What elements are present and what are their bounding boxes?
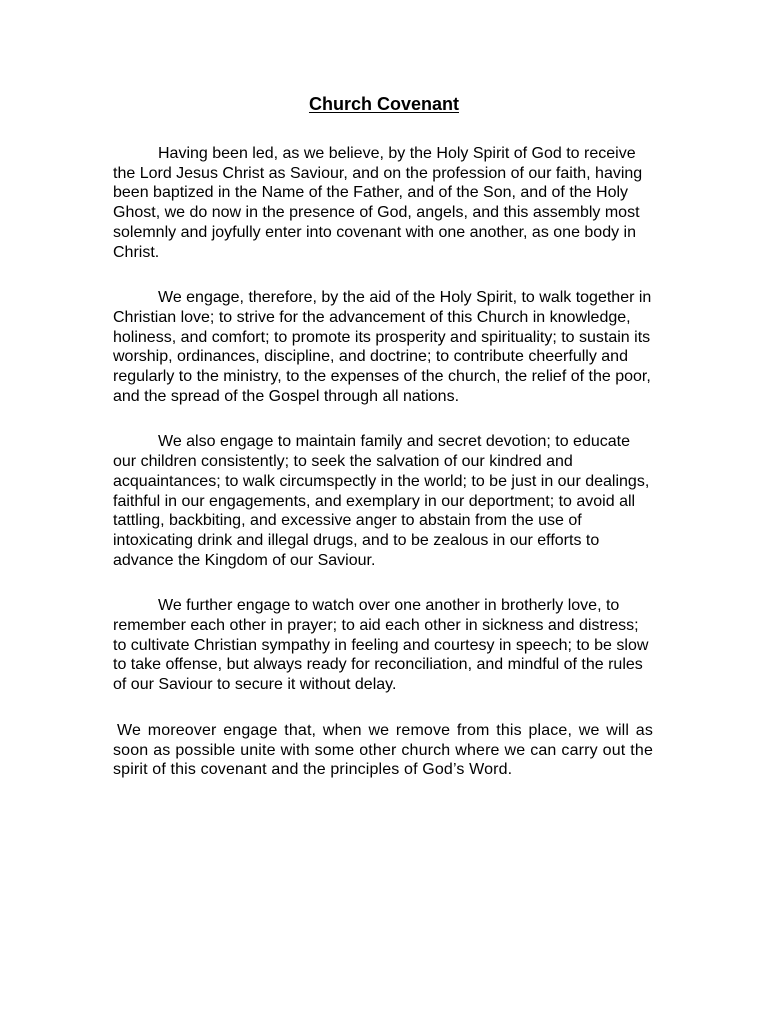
- document-body: [113, 144, 653, 806]
- paragraph-5: We moreover engage that, when we remove from this place, we will as soon as possible unite with some other church where we can carry out the spirit of this covenant and the principles of God’s Word.: [113, 721, 653, 779]
- paragraph-1: Having been led, as we believe, by the Holy Spirit of God to receive the Lord Jesus Christ as Saviour, and on the profession of our faith, having been baptized in the Name of the Father, and of the Son, and of the Holy Ghost, we do now in the presence of God, angels, and this assembly most solemnly and joyfully enter into covenant with one another, as one body in Christ.: [113, 145, 643, 261]
- paragraph-2: We engage, therefore, by the aid of the Holy Spirit, to walk together in Christian love; to strive for the advancement of this Church in knowledge, holiness, and comfort; to promote its prosperity and spirituality; to sustain its worship, ordinances, discipline, and doctrine; to contribute cheerfully and regularly to the ministry, to the expenses of the church, the relief of the poor, and the spread of the Gospel through all nations.: [113, 289, 652, 405]
- paragraph-4: We further engage to watch over one another in brotherly love, to remember each other in prayer; to aid each other in sickness and distress; to cultivate Christian sympathy in feeling and courtesy in speech; to be slow to take offense, but always ready for reconciliation, and mindful of the rules of our Saviour to secure it without delay.: [113, 597, 649, 694]
- document-title: Church Covenant: [308, 94, 459, 114]
- paragraph-3: We also engage to maintain family and secret devotion; to educate our children consistently; to seek the salvation of our kindred and acquaintances; to walk circumspectly in the world; to be just in our dealings, faithful in our engagements, and exemplary in our deportment; to avoid all tattling, backbiting, and excessive anger to abstain from the use of intoxicating drink and illegal drugs, and to be zealous in our efforts to advance the Kingdom of our Saviour.: [113, 433, 650, 569]
